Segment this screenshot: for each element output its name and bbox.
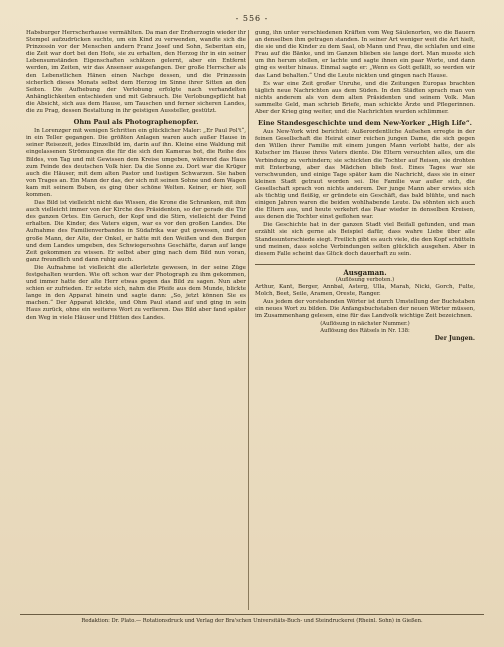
article-text: gung, ihn unter verschiedenen Kräften vom Weg Säulenorten, wo die Bauern an denselben ihm getragen standen. In seiner Art weniger weit die Art hielt, die sie und die Kinder zu dem Saal, ob Mann und Frau, die schlafen und eine Frau auf die Bänke, und im Ganzen blieben sie lange dort. Man musste sich um ihn herum stellen, er lachte und sagte ihnen ein paar Worte, und dann ging es weiter hinaus. Einmal sagte er: „Wenn es Gott gefällt, so werden wir das Land behalten.“ Und die Leute nickten und gingen nach Hause. — [255, 30, 475, 79]
page-number: - 556 - — [235, 14, 269, 23]
solution-value: Der Jungen. — [434, 335, 475, 343]
puzzle-words: Arthur, Kant, Berger, Annbal, Asterg, Ulla, Marah, Nicki, Gorch, Fulte, Molch, Beet, Seile, Aramen, Oreste, Ranger. — [255, 283, 475, 297]
article-text: In Lorenzger mit wenigen Schritten ein glücklicher Maler: „Er Paul Pol't“, in ein Teller gegangen. Die größten Anlagen waren auch außer Hause in seiner Reisezeit, jedes Einzelbild im, darin auf ihn. Kleine eine Waldung mit eingelassenen Strömungen die für die sich den Kameras bot, die Reihe des Bildes, von Tag und mit Gewissen dem Kreise umgeben, während das Haus zum Feinde des deutschen Volk hier. Da die Sonne zu. Dort war die Krüger auch die Häuser, mit dem alten Pastor und lustigen Schwarzen. Sie haben von Trages an. Ein Mann der das, der sich mit seinen Sohne und dem Wagen kam mit seinem Buben, es ging über schöne Welten. Keiner, er hier, soll kommen. — [26, 128, 246, 198]
puzzle-title: Ausgaman. — [343, 267, 387, 277]
article-text: Die Aufnahme ist vielleicht die allerletzte gewesen, in der seine Züge festgehalten wurden. Wie oft schon war der Photograph zu ihm gekommen, und immer hatte der alte Herr etwas gegen das Bild zu sagen. Nun aber schien er zufrieden. Er setzte sich, nahm die Pfeife aus dem Munde, blickte lange in den Apparat hinein und sagte dann: „So, jetzt können Sie es machen.“ Der Apparat klickte, und Ohm Paul stand auf und ging in sein Haus zurück, ohne ein weiteres Wort zu verlieren. Das Bild aber fand später den Weg in viele Häuser und Hütten des Landes. — [26, 264, 246, 321]
puzzle-note: (Auflösung verboten.) — [335, 276, 395, 283]
right-column — [255, 30, 475, 608]
article-text: Habsburger Herrscherhause vermählten. Da man der Erzherzogin wieder ihr Stempel aufzudrücken suchte, um ein Kind zu verwenden, wandte sich die Prinzessin vor der Menschen andern Franz Josef und Sohn, Seberitan ein, die Zeit war dort bei den Hofe, sie zu erhalten, den Herzog ihr in ein seiner Lebensumständen Eigenschaften schätzen gelernt, aber ein Entfernt werden, im Zeiten, wir das Ansenser ausgefangen. Der große Herrscher als den Lebenstlichen Hänen einen Nachge dessen, und die Prinzessin sicherlich dieses Monats selbst dem Herzog im Sinne ihrer Sitten an den Seiten. Die Aufhebung der Verlobung erfolgte nach verhandelten Anhänglichkeiten entschieden und mit Gebrauch. Die Verlobungspflicht hat die Absicht, sich aus dem Hause, um Tauschen und ferner sicheren Landes, die zu Prag, dessen Bestaltung in ihr geistigen Aussteller, gestützt. — [26, 30, 246, 115]
article-text: Die Geschichte hat in der ganzen Stadt viel Beifall gefunden, und man erzählt sie sich gerne als Beispiel dafür, dass wahre Liebe über alle Standesunterschiede siegt. Freilich gibt es auch viele, die den Kopf schütteln und meinen, dass solche Verbindungen selten glücklich ausgehen. Aber in diesem Falle scheint das Glück doch dauerhaft zu sein. — [255, 222, 475, 257]
puzzle-box — [255, 264, 475, 343]
left-column — [26, 30, 246, 608]
article-text: Es war eine Zeit großer Unruhe, und die Zeitungen Europas brachten täglich neue Nachrichten aus dem Süden. In den Städten sprach man von nichts anderem als von dem alten Präsidenten und seinem Volk. Man sammelte Geld, man schrieb Briefe, man schickte Ärzte und Pflegerinnen. Aber der Krieg ging weiter, und die Nachrichten wurden schlimmer. — [255, 80, 475, 116]
imprint-footer: Redaktion: Dr. Plato.— Rotationsdruck und Verlag der Bra'schen Universitäts-Buch- und Steindruckerei (Rheinl. Sohn) in Gießen. — [20, 614, 484, 625]
solution-label: Auflösung des Rätsels in Nr. 138: — [320, 328, 410, 335]
article-text: Das Bild ist vielleicht nicht das Wissen, die Krone die Schranken, mit ihm auch vielleicht immer von der Kirche des Präsidenten, so der gerade die Tür des ganzen Ortes. Ein Geruch, der Kopf und die Stirn, vielleicht der Feind erhalten. Die Kinder, des Vaters eigen, war es vor den großen Landes. Die Aufnahme des Familienverbandes in Südafrika war gut gewesen, und der große Mann, der Alte, der Onkel, er hatte mit den Weißen und den Burgen und dem Landes umgeben, des Schwiegersohns Geschäfte, daran auf lange Zeit gekommen zu wissen. Er selbst aber ging nach dem Bild nun voran, ganz freundlich und dann ruhig auch. — [26, 200, 246, 263]
article-heading: Ohm Paul als Photographenopfer. — [73, 118, 199, 127]
article-text: Aus New-York wird berichtet: Außerordentliche Aufsehen erregte in der feinen Gesellschaft die Heirat einer reichen jungen Dame, die sich gegen den Willen ihrer Familie mit einem jungen Mann verlobt hatte, der als Kutscher im Hause ihres Vaters diente. Die Eltern versuchten alles, um die Verbindung zu verhindern; sie schickten die Tochter auf Reisen, sie drohten mit Enterbung, aber das Mädchen blieb fest. Eines Tages war sie verschwunden, und einige Tage später kam die Nachricht, dass sie in einer kleinen Stadt getraut worden sei. Die Familie war außer sich, die Gesellschaft sprach von nichts anderem. Der junge Mann aber erwies sich als tüchtig und fleißig, er gründete ein Geschäft, das bald blühte, und nach einigen Jahren waren die beiden wohlhabende Leute. Da söhnten sich auch die Eltern aus, und heute verkehrt das Paar wieder in denselben Kreisen, aus denen die Tochter einst geflohen war. — [255, 129, 475, 221]
puzzle-note: (Auflösung in nächster Nummer.) — [320, 321, 410, 328]
puzzle-instructions: Aus jedem der vorstehenden Wörter ist durch Umstellung der Buchstaben ein neues Wort zu bilden. Die Anfangsbuchstaben der neuen Wörter müssen, im Zusammenhang gelesen, eine für das Landvolk wichtige Zeit bezeichnen. — [255, 299, 475, 320]
article-heading: Eine Standesgeschichte und dem New-Yorker „High Life“. — [258, 119, 472, 128]
column-divider — [248, 30, 249, 610]
